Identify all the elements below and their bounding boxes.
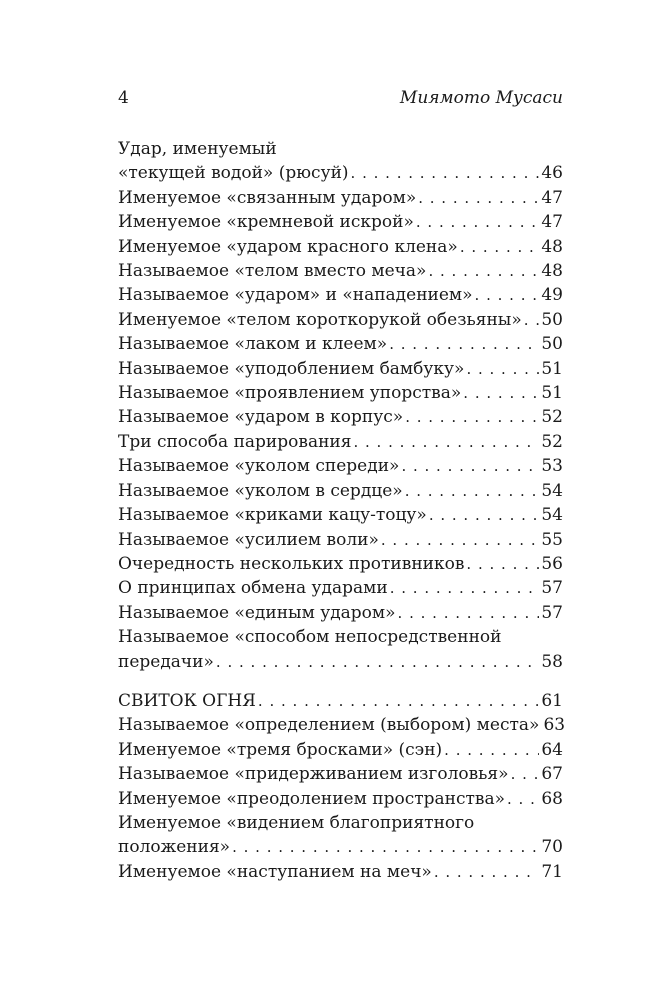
toc-entry-title: Называемое «уколом в сердце» bbox=[118, 480, 403, 501]
toc-entry-lead: Именуемое «видением благоприятного bbox=[118, 812, 475, 833]
toc-entry-title: Называемое «единым ударом» bbox=[118, 602, 396, 623]
toc-entry-page: 47 bbox=[541, 212, 563, 233]
toc-entry-title: положения» bbox=[118, 837, 231, 858]
toc-entry bbox=[118, 787, 563, 811]
toc-entry-title: Называемое «телом вместо меча» bbox=[118, 261, 427, 282]
dot-leader bbox=[444, 738, 539, 762]
toc-entry-title: Называемое «ударом» и «нападением» bbox=[118, 285, 473, 306]
dot-leader bbox=[232, 835, 539, 859]
toc-entry-page: 50 bbox=[541, 309, 563, 330]
toc-entry-title: Называемое «лаком и клеем» bbox=[118, 334, 388, 355]
toc-entry-page: 56 bbox=[541, 553, 563, 574]
dot-leader bbox=[418, 186, 539, 210]
toc-entry bbox=[118, 576, 563, 600]
toc-entry bbox=[118, 405, 563, 429]
toc-entry bbox=[118, 552, 563, 576]
toc-part-1 bbox=[118, 137, 563, 674]
toc-entry-page: 68 bbox=[541, 788, 563, 809]
toc-entry-title: Называемое «придерживанием изголовья» bbox=[118, 764, 509, 785]
toc-entry-title: Называемое «усилием воли» bbox=[118, 529, 379, 550]
toc-entry-title: СВИТОК ОГНЯ bbox=[118, 690, 256, 711]
running-header bbox=[118, 88, 563, 108]
toc-entry bbox=[118, 835, 563, 859]
dot-leader bbox=[434, 860, 540, 884]
toc-entry-page: 48 bbox=[541, 261, 563, 282]
toc-entry bbox=[118, 235, 563, 259]
toc-entry-title: «текущей водой» (рюсуй) bbox=[118, 163, 349, 184]
toc-entry-page: 55 bbox=[541, 529, 563, 550]
dot-leader bbox=[390, 576, 540, 600]
toc-entry-title: Очередность нескольких противников bbox=[118, 553, 465, 574]
running-author: Миямото Мусаси bbox=[399, 88, 563, 108]
dot-leader bbox=[381, 528, 539, 552]
dot-leader bbox=[460, 235, 540, 259]
toc-entry-page: 48 bbox=[541, 236, 563, 257]
toc-entry-page: 52 bbox=[541, 407, 563, 428]
toc-entry-page: 58 bbox=[541, 651, 563, 672]
toc-entry-page: 67 bbox=[541, 764, 563, 785]
toc-entry bbox=[118, 860, 563, 884]
dot-leader bbox=[416, 210, 539, 234]
toc-entry-page: 71 bbox=[541, 861, 563, 882]
dot-leader bbox=[511, 762, 540, 786]
toc-entry bbox=[118, 332, 563, 356]
dot-leader bbox=[351, 161, 540, 185]
toc-entry-title: Именуемое «кремневой искрой» bbox=[118, 212, 414, 233]
dot-leader bbox=[466, 552, 539, 576]
dot-leader bbox=[216, 650, 539, 674]
dot-leader bbox=[405, 405, 539, 429]
toc-entry-lead: Называемое «способом непосредственной bbox=[118, 627, 502, 648]
toc-entry-page: 47 bbox=[541, 187, 563, 208]
toc-entry bbox=[118, 454, 563, 478]
toc-entry-page: 63 bbox=[543, 715, 566, 736]
toc-entry-title: Называемое «проявлением упорства» bbox=[118, 383, 462, 404]
toc-entry bbox=[118, 283, 563, 307]
toc-entry-page: 50 bbox=[541, 334, 563, 355]
dot-leader bbox=[429, 503, 540, 527]
toc-entry-title: Именуемое «ударом красного клена» bbox=[118, 236, 458, 257]
toc-entry-title: О принципах обмена ударами bbox=[118, 578, 388, 599]
toc-entry bbox=[118, 308, 563, 332]
toc-entry-page: 46 bbox=[541, 163, 563, 184]
dot-leader bbox=[475, 283, 540, 307]
toc-entry bbox=[118, 762, 563, 786]
toc-entry-page: 57 bbox=[541, 578, 563, 599]
toc-entry bbox=[118, 650, 563, 674]
page-number: 4 bbox=[118, 88, 129, 108]
toc-entry-page: 49 bbox=[541, 285, 563, 306]
toc-entry-title: Называемое «криками кацу-тоцу» bbox=[118, 505, 427, 526]
toc-entry-page: 70 bbox=[541, 837, 563, 858]
toc-entry-title: Именуемое «связанным ударом» bbox=[118, 187, 417, 208]
toc-entry-lead: Удар, именуемый bbox=[118, 139, 277, 159]
toc-entry bbox=[118, 713, 566, 737]
toc-entry bbox=[118, 430, 563, 454]
dot-leader bbox=[389, 332, 539, 356]
dot-leader bbox=[524, 308, 540, 332]
toc-entry-page: 51 bbox=[541, 383, 563, 404]
toc-entry bbox=[118, 186, 563, 210]
toc-entry-title: Именуемое «преодолением пространства» bbox=[118, 788, 505, 809]
toc-entry-title: Именуемое «тремя бросками» (сэн) bbox=[118, 739, 443, 760]
toc-entry-page: 54 bbox=[541, 505, 563, 526]
toc-entry bbox=[118, 259, 563, 283]
dot-leader bbox=[463, 381, 539, 405]
toc-entry-page: 53 bbox=[541, 456, 563, 477]
toc-entry bbox=[118, 210, 563, 234]
toc-entry-title: Называемое «определением (выбором) места» bbox=[118, 715, 540, 736]
toc-entry bbox=[118, 479, 563, 503]
toc-entry-title: Именуемое «телом короткорукой обезьяны» bbox=[118, 309, 522, 330]
toc-entry bbox=[118, 528, 563, 552]
toc-entry bbox=[118, 161, 563, 185]
toc-entry-page: 64 bbox=[541, 739, 563, 760]
toc-entry-title: Называемое «уподоблением бамбуку» bbox=[118, 358, 465, 379]
toc-entry-title: передачи» bbox=[118, 651, 214, 672]
toc-entry bbox=[118, 357, 563, 381]
toc-entry bbox=[118, 738, 563, 762]
toc-entry-title: Называемое «ударом в корпус» bbox=[118, 407, 404, 428]
toc-part-2 bbox=[118, 689, 566, 884]
dot-leader bbox=[466, 357, 539, 381]
dot-leader bbox=[258, 689, 539, 713]
dot-leader bbox=[405, 479, 540, 503]
toc-entry bbox=[118, 689, 563, 713]
toc-entry-title: Три способа парирования bbox=[118, 431, 352, 452]
toc-entry bbox=[118, 601, 563, 625]
dot-leader bbox=[428, 259, 539, 283]
toc-entry-page: 51 bbox=[541, 358, 563, 379]
toc-entry-page: 52 bbox=[541, 431, 563, 452]
toc-entry-page: 57 bbox=[541, 602, 563, 623]
dot-leader bbox=[507, 787, 539, 811]
toc-entry-title: Именуемое «наступанием на меч» bbox=[118, 861, 432, 882]
toc-entry bbox=[118, 503, 563, 527]
toc-entry bbox=[118, 381, 563, 405]
toc-entry-page: 61 bbox=[541, 690, 563, 711]
table-of-contents bbox=[118, 137, 566, 884]
dot-leader bbox=[398, 601, 540, 625]
toc-entry-title: Называемое «уколом спереди» bbox=[118, 456, 400, 477]
dot-leader bbox=[401, 454, 539, 478]
dot-leader bbox=[353, 430, 539, 454]
toc-entry-page: 54 bbox=[541, 480, 563, 501]
